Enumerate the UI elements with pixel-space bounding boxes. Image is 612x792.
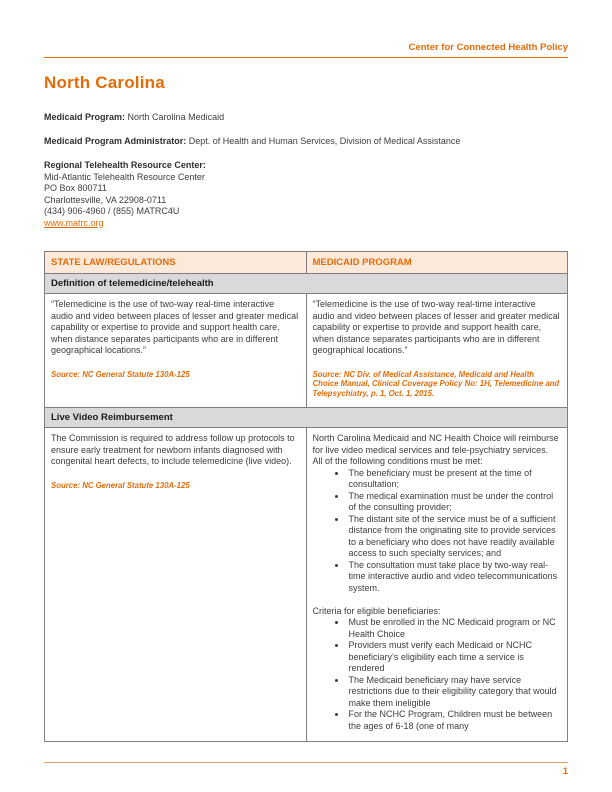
section-row-definition [45, 274, 568, 294]
live-video-state-source: Source: NC General Statute 130A-125 [51, 480, 190, 490]
matrc-link[interactable]: www.matrc.org [44, 217, 104, 228]
criteria-item: • For the NCHC Program, Children must be between the ages of 6-18 (one of many [347, 709, 561, 732]
info-block [44, 112, 568, 229]
criteria-item: • Must be enrolled in the NC Medicaid program or NC Health Choice [347, 617, 561, 640]
medicaid-program-label: Medicaid Program: [44, 112, 126, 122]
trc-block [44, 160, 568, 229]
page-number: 1 [562, 766, 568, 777]
trc-label: Regional Telehealth Resource Center: [44, 160, 206, 170]
condition-item: • The beneficiary must be present at the time of consultation; [347, 468, 561, 491]
medicaid-program-row [44, 112, 568, 124]
report-header [44, 42, 568, 58]
org-name: Center for Connected Health Policy [408, 42, 568, 53]
definition-state-cell [45, 294, 307, 408]
blank-line [313, 594, 561, 606]
live-video-state-cell [45, 428, 307, 742]
live-video-state-text: The Commission is required to address follow up protocols to ensure early treatment for newborn infants diagnosed with congenital heart defects, to include telemedicine (live video). [51, 433, 295, 467]
trc-city-state-zip: Charlottesville, VA 22908-0711 [44, 194, 167, 205]
criteria-item: • The Medicaid beneficiary may have service restrictions due to their eligibility category that would make them ineligible [347, 675, 561, 710]
definition-medicaid-quote: “Telemedicine is the use of two-way real-time interactive audio and video between places of lesser and greater medical capability or expertise to provide and support health care, when distance separates participants who are in different geographical locations.” [312, 299, 560, 355]
administrator-value: Dept. of Health and Human Services, Division of Medical Assistance [188, 136, 461, 146]
condition-item: • The consultation must take place by two-way real-time interactive audio and video telecommunications system. [347, 560, 561, 595]
policy-table [44, 251, 568, 742]
criteria-heading: Criteria for eligible beneficiaries: [312, 605, 441, 616]
condition-item: • The distant site of the service must be of a sufficient distance from the originating site to provide services to a beneficiary who does not have readily available access to such specialty services; and [347, 514, 561, 560]
medicaid-program-value: North Carolina Medicaid [127, 112, 225, 122]
definition-state-quote: “Telemedicine is the use of two-way real-time interactive audio and video between places of lesser and greater medical capability or expertise to provide and support health care, when distance separates participants who are in different geographical locations.” [51, 299, 299, 355]
definition-medicaid-source: Source: NC Div. of Medical Assistance, Medicaid and Health Choice Manual, Clinical Coverage Policy No: 1H, Telemedicine and Telepsychiatry, p. 1, Oct. 1, 2015. [312, 369, 560, 398]
live-video-content-row [45, 428, 568, 742]
page-footer [44, 762, 568, 777]
definition-content-row [45, 294, 568, 408]
criteria-list [313, 617, 561, 732]
column-header-state-law: STATE LAW/REGULATIONS [45, 252, 307, 274]
definition-medicaid-cell [306, 294, 568, 408]
condition-item: • The medical examination must be under the control of the consulting provider; [347, 491, 561, 514]
trc-po-box: PO Box 800711 [44, 183, 107, 193]
live-video-medicaid-cell [306, 428, 568, 742]
trc-name: Mid-Atlantic Telehealth Resource Center [44, 171, 205, 182]
section-heading-definition: Definition of telemedicine/telehealth [45, 274, 568, 294]
criteria-item: • Providers must verify each Medicaid or NCHC beneficiary’s eligibility each time a service is rendered [347, 640, 561, 675]
section-row-live-video [45, 408, 568, 428]
administrator-label: Medicaid Program Administrator: [44, 136, 187, 146]
table-header-row [45, 252, 568, 274]
definition-state-source: Source: NC General Statute 130A-125 [51, 369, 190, 379]
column-header-medicaid: MEDICAID PROGRAM [306, 252, 568, 274]
section-heading-live-video: Live Video Reimbursement [45, 408, 568, 428]
trc-phone: (434) 906-4960 / (855) MATRC4U [44, 206, 180, 216]
administrator-row [44, 136, 568, 148]
conditions-list [313, 468, 561, 595]
page-title: North Carolina [44, 73, 165, 92]
live-video-medicaid-intro: North Carolina Medicaid and NC Health Choice will reimburse for live video medical services and tele-psychiatry services. All of the following conditions must be met: [312, 433, 559, 467]
